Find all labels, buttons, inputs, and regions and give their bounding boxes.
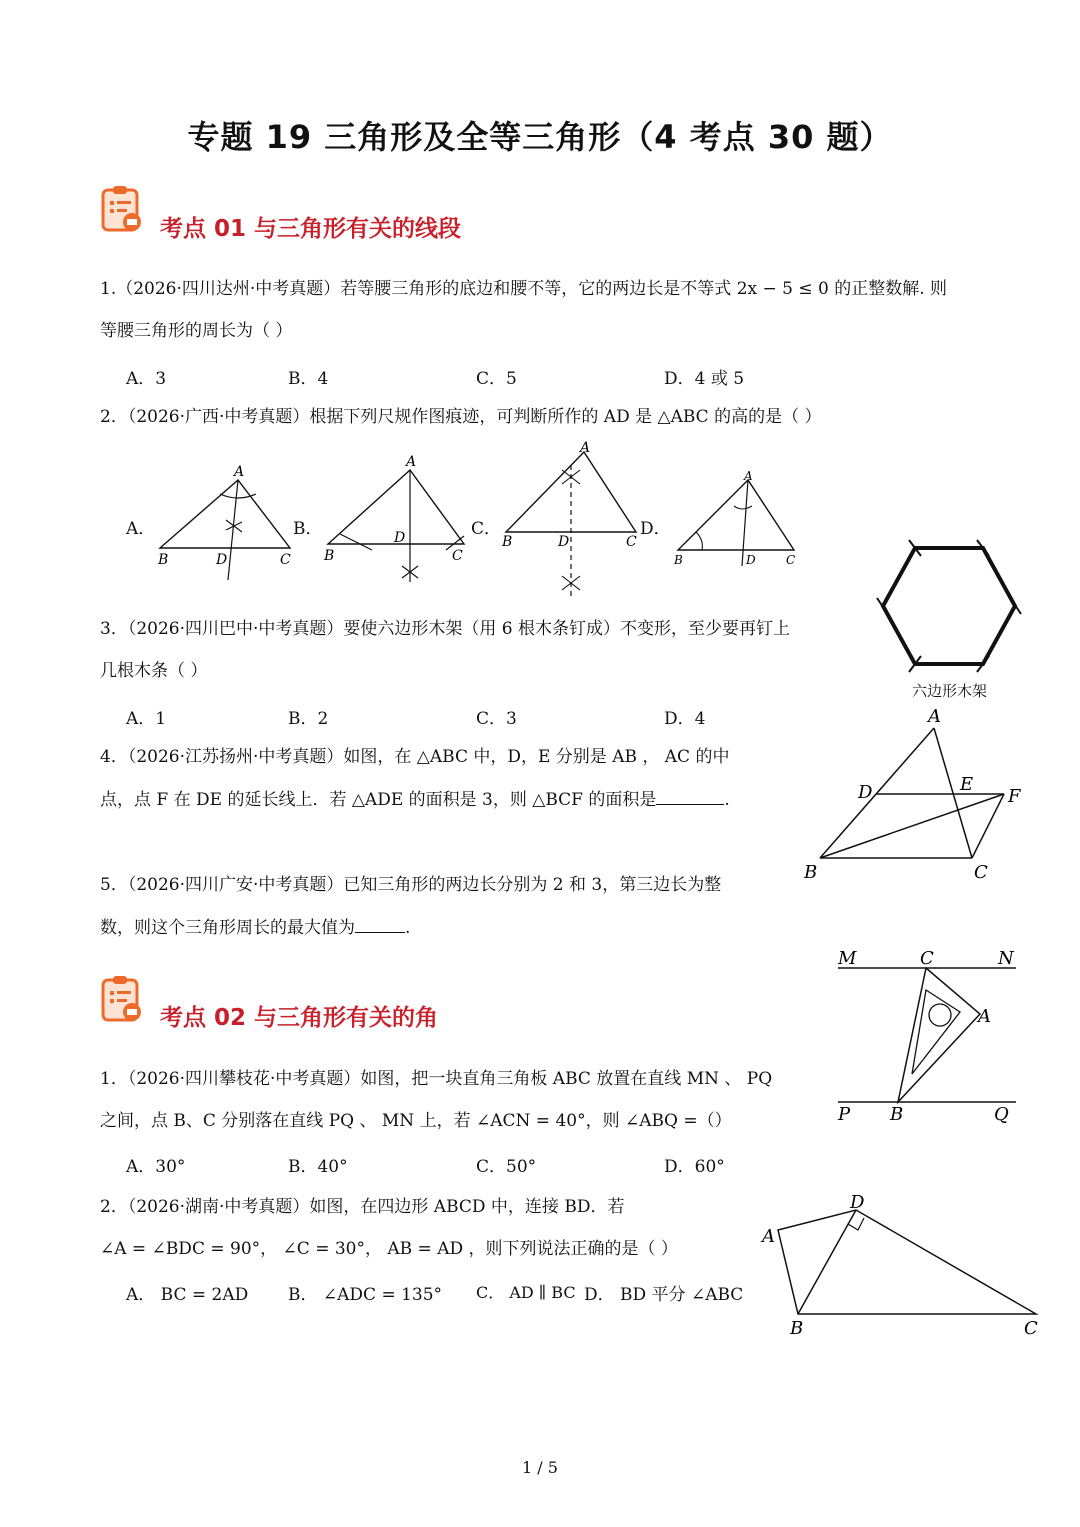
- s2-q2-option-d: D． BD 平分 ∠ABC: [584, 1285, 744, 1305]
- fig2d-label-c: C: [786, 553, 796, 567]
- s2-q1-option-d: D．60°: [664, 1157, 725, 1177]
- q3-stem-line2: 几根木条（ ）: [100, 661, 208, 681]
- q5-stem-line2-text: 数，则这个三角形周长的最大值为: [100, 918, 355, 938]
- fig2b-label-d: D: [394, 530, 406, 546]
- fig2b-label-c: C: [452, 548, 463, 564]
- figure-quadrilateral: [756, 1190, 1046, 1350]
- fig2c-label-c: C: [626, 534, 637, 550]
- section-heading-02: 考点 02 与三角形有关的角: [160, 1005, 439, 1031]
- q1-option-b: B．4: [288, 369, 329, 389]
- q4-answer-blank[interactable]: [656, 788, 724, 805]
- section-heading-01: 考点 01 与三角形有关的线段: [160, 216, 462, 242]
- figure-2d: [670, 466, 800, 576]
- q4-stem-line2-end: .: [724, 790, 730, 810]
- figmn-label-p: P: [838, 1104, 851, 1124]
- figmn-label-m: M: [838, 948, 857, 969]
- quad-label-d: D: [850, 1192, 865, 1213]
- fig4-label-b: B: [804, 862, 818, 883]
- fig4-label-e: E: [960, 774, 974, 795]
- q3-stem-line1: 3．（2026·四川巴中·中考真题）要使六边形木架（用 6 根木条钉成）不变形，至少要再钉上: [100, 619, 791, 639]
- q5-answer-blank[interactable]: [355, 916, 405, 933]
- fig2a-label-c: C: [280, 552, 291, 568]
- q1-stem-line2: 等腰三角形的周长为（ ）: [100, 321, 293, 341]
- q1-stem-line1: 1.（2026·四川达州·中考真题）若等腰三角形的底边和腰不等，它的两边长是不等式 2x − 5 ≤ 0 的正整数解. 则: [100, 279, 948, 299]
- fig2d-label-a: A: [744, 469, 753, 483]
- s2-q1-stem-line1: 1．（2026·四川攀枝花·中考真题）如图，把一块直角三角板 ABC 放置在直线 MN 、 PQ: [100, 1069, 773, 1089]
- fig2b-label-a: A: [406, 454, 417, 470]
- fig2b-label-b: B: [324, 548, 335, 564]
- quad-label-b: B: [790, 1318, 804, 1339]
- q3-option-d: D．4: [664, 709, 706, 729]
- fig2a-label-d: D: [216, 552, 228, 568]
- clipboard-icon: [100, 974, 144, 1024]
- q2-label-a: A．: [126, 519, 156, 539]
- quad-label-a: A: [762, 1226, 775, 1247]
- s2-q2-stem-line2: ∠A = ∠BDC = 90°， ∠C = 30°， AB = AD ，则下列说法正确的是（ ）: [100, 1239, 678, 1259]
- q4-stem-line2: [100, 788, 730, 811]
- figure-2a: [150, 460, 300, 585]
- fig2a-label-a: A: [234, 464, 245, 480]
- quad-label-c: C: [1024, 1318, 1038, 1339]
- hexagon-frame-figure: [875, 536, 1025, 678]
- fig4-label-d: D: [858, 782, 873, 803]
- q5-stem-line2: [100, 916, 410, 939]
- s2-q1-stem-line2: 之间，点 B、C 分别落在直线 PQ 、 MN 上，若 ∠ACN = 40°，则 ∠ABQ =（）: [100, 1111, 732, 1131]
- page-title: 专题 19 三角形及全等三角形（4 考点 30 题）: [187, 118, 893, 156]
- s2-q1-option-a: A．30°: [126, 1157, 186, 1177]
- q1-option-c: C．5: [476, 369, 517, 389]
- figmn-label-n: N: [998, 948, 1014, 969]
- s2-q2-option-c: C． AD ∥ BC: [476, 1283, 576, 1302]
- figmn-label-c: C: [920, 948, 934, 969]
- s2-q1-option-b: B．40°: [288, 1157, 348, 1177]
- q2-label-b: B．: [293, 519, 323, 539]
- q1-option-d: D．4 或 5: [664, 369, 745, 389]
- fig2c-label-a: A: [580, 440, 591, 456]
- fig4-label-c: C: [974, 862, 988, 883]
- fig2c-label-b: B: [502, 534, 513, 550]
- figure-q4: [800, 702, 1036, 888]
- fig2d-label-b: B: [674, 553, 683, 567]
- q4-stem-line2-text: 点，点 F 在 DE 的延长线上．若 △ADE 的面积是 3，则 △BCF 的面积是: [100, 790, 657, 810]
- s2-q1-option-c: C．50°: [476, 1157, 537, 1177]
- figure-2c: [498, 440, 648, 605]
- fig4-label-f: F: [1008, 786, 1021, 807]
- q2-label-d: D．: [640, 519, 671, 539]
- q5-stem-line2-end: .: [405, 918, 411, 938]
- q4-stem-line1: 4．（2026·江苏扬州·中考真题）如图，在 △ABC 中，D，E 分别是 AB ， AC 的中: [100, 747, 730, 767]
- figmn-label-q: Q: [994, 1104, 1009, 1124]
- figure-2b: [318, 452, 478, 592]
- hexagon-caption: 六边形木架: [912, 682, 988, 700]
- figmn-label-a: A: [978, 1006, 991, 1027]
- page-number: 1 / 5: [522, 1458, 558, 1477]
- s2-q2-option-a: A． BC = 2AD: [126, 1285, 249, 1305]
- figure-mn-pq: [832, 944, 1022, 1124]
- fig2d-label-d: D: [746, 553, 756, 567]
- q3-option-a: A．1: [126, 709, 167, 729]
- q1-option-a: A．3: [126, 369, 167, 389]
- s2-q2-stem-line1: 2．（2026·湖南·中考真题）如图，在四边形 ABCD 中，连接 BD．若: [100, 1197, 625, 1217]
- s2-q2-option-b: B． ∠ADC = 135°: [288, 1285, 443, 1305]
- q3-option-c: C．3: [476, 709, 517, 729]
- q5-stem-line1: 5．（2026·四川广安·中考真题）已知三角形的两边长分别为 2 和 3，第三边长为整: [100, 875, 722, 895]
- clipboard-icon: [100, 184, 144, 234]
- q3-option-b: B．2: [288, 709, 329, 729]
- figmn-label-b: B: [890, 1104, 904, 1124]
- fig4-label-a: A: [928, 706, 941, 727]
- q2-stem: 2．（2026·广西·中考真题）根据下列尺规作图痕迹，可判断所作的 AD 是 △ABC 的高的是（ ）: [100, 407, 822, 427]
- fig2a-label-b: B: [158, 552, 169, 568]
- fig2c-label-d: D: [558, 534, 570, 550]
- q2-label-c: C．: [471, 519, 502, 539]
